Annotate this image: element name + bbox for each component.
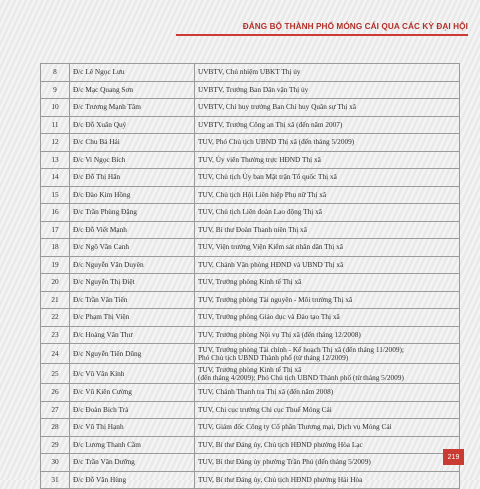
table-row [41, 116, 460, 134]
row-number: 26 [41, 384, 70, 402]
role-line: TUV, Chủ tịch Hội Liên hiệp Phụ nữ Thị xã [198, 189, 327, 199]
table-row [41, 384, 460, 402]
role-line: TUV, Trưởng phòng Tài chính - Kế hoạch Thị xã (đến tháng 11/2009); [198, 344, 404, 354]
table-row [41, 291, 460, 309]
table-row [41, 326, 460, 344]
member-role [195, 204, 460, 222]
role-line: TUV, Bí thư Đảng ủy, Chủ tịch HĐND phường Hòa Lạc [198, 439, 363, 449]
members-table-body [41, 64, 460, 489]
member-name: Đ/c Trần Văn Tiến [70, 291, 195, 309]
table-row [41, 239, 460, 257]
role-line: TUV, Bí thư Đảng ủy phường Trần Phú (đến tháng 5/2009) [198, 457, 371, 467]
member-role [195, 116, 460, 134]
role-line: TUV, Chánh Thanh tra Thị xã (đến năm 2008) [198, 387, 334, 397]
role-line: UVBTV, Chỉ huy trưởng Ban Chỉ huy Quân sự Thị xã [198, 102, 357, 112]
role-line: TUV, Trưởng phòng Kinh tế Thị xã [198, 364, 302, 374]
member-role [195, 384, 460, 402]
row-number: 18 [41, 239, 70, 257]
row-number: 31 [41, 471, 70, 489]
table-row [41, 256, 460, 274]
role-line: TUV, Chi cục trưởng Chi cục Thuế Móng Cái [198, 404, 332, 414]
table-row [41, 151, 460, 169]
member-name: Đ/c Vũ Văn Kính [70, 364, 195, 384]
row-number: 23 [41, 326, 70, 344]
member-role [195, 291, 460, 309]
member-name: Đ/c Đỗ Xuân Quý [70, 116, 195, 134]
role-line: TUV, Viện trưởng Viện Kiểm sát nhân dân Thị xã [198, 242, 344, 252]
member-name: Đ/c Lê Ngọc Lưu [70, 64, 195, 82]
table-row [41, 274, 460, 292]
role-line: UVBTV, Chủ nhiệm UBKT Thị ủy [198, 67, 301, 77]
row-number: 8 [41, 64, 70, 82]
row-number: 12 [41, 134, 70, 152]
row-number: 13 [41, 151, 70, 169]
member-name: Đ/c Nguyễn Tiến Dũng [70, 344, 195, 364]
member-role [195, 186, 460, 204]
member-role [195, 99, 460, 117]
role-line: TUV, Trưởng phòng Tài nguyên - Môi trường Thị xã [198, 294, 353, 304]
header-divider [176, 34, 468, 36]
table-row [41, 204, 460, 222]
member-role [195, 134, 460, 152]
row-number: 25 [41, 364, 70, 384]
table-row [41, 454, 460, 472]
row-number: 15 [41, 186, 70, 204]
row-number: 28 [41, 419, 70, 437]
role-line: TUV, Trưởng phòng Nội vụ Thị xã (đến tháng 12/2008) [198, 329, 361, 339]
member-role [195, 364, 460, 384]
row-number: 9 [41, 81, 70, 99]
role-line: TUV, Trưởng phòng Kinh tế Thị xã [198, 277, 302, 287]
member-name: Đ/c Vũ Kiên Cường [70, 384, 195, 402]
row-number: 17 [41, 221, 70, 239]
table-row [41, 99, 460, 117]
role-line: UVBTV, Trưởng Ban Dân vận Thị ủy [198, 84, 309, 94]
member-name: Đ/c Ngô Văn Canh [70, 239, 195, 257]
member-name: Đ/c Vi Ngọc Bích [70, 151, 195, 169]
member-role [195, 64, 460, 82]
row-number: 16 [41, 204, 70, 222]
table-row [41, 364, 460, 384]
member-name: Đ/c Đoàn Bích Trà [70, 401, 195, 419]
member-role [195, 454, 460, 472]
header-title: ĐẢNG BỘ THÀNH PHỐ MÓNG CÁI QUA CÁC KỲ ĐẠI HỘI [242, 22, 468, 31]
row-number: 19 [41, 256, 70, 274]
row-number: 21 [41, 291, 70, 309]
role-line: TUV, Trưởng phòng Giáo dục và Đào tạo Thị xã [198, 312, 340, 322]
member-name: Đ/c Mạc Quang Sơn [70, 81, 195, 99]
row-number: 29 [41, 436, 70, 454]
row-number: 24 [41, 344, 70, 364]
table-row [41, 134, 460, 152]
table-row [41, 436, 460, 454]
table-row [41, 419, 460, 437]
member-name: Đ/c Phạm Thị Viện [70, 309, 195, 327]
member-role [195, 256, 460, 274]
page-number: 219 [443, 449, 464, 465]
row-number: 10 [41, 99, 70, 117]
member-name: Đ/c Nguyễn Thị Điệt [70, 274, 195, 292]
member-name: Đ/c Hoàng Văn Thư [70, 326, 195, 344]
member-name: Đ/c Trương Mạnh Tâm [70, 99, 195, 117]
member-role [195, 151, 460, 169]
table-row [41, 64, 460, 82]
row-number: 27 [41, 401, 70, 419]
role-line: TUV, Bí thư Đảng ủy, Chủ tịch HĐND phường Hải Hòa [198, 474, 363, 484]
member-name: Đ/c Đỗ Viết Mạnh [70, 221, 195, 239]
role-line: TUV, Giám đốc Công ty Cổ phần Thương mại, Dịch vụ Móng Cái [198, 422, 392, 432]
table-row [41, 221, 460, 239]
role-line: UVBTV, Trưởng Công an Thị xã (đến năm 2007) [198, 119, 343, 129]
member-name: Đ/c Trần Văn Dưỡng [70, 454, 195, 472]
member-role [195, 326, 460, 344]
table-row [41, 344, 460, 364]
role-line: Phó Chủ tịch UBND Thành phố (từ tháng 12/2009) [198, 352, 349, 362]
row-number: 20 [41, 274, 70, 292]
row-number: 30 [41, 454, 70, 472]
role-line: (đến tháng 4/2009); Phó Chủ tịch UBND Thành phố (từ tháng 5/2009) [198, 372, 404, 382]
member-name: Đ/c Vũ Thị Hạnh [70, 419, 195, 437]
member-role [195, 274, 460, 292]
member-role [195, 401, 460, 419]
members-table [40, 63, 460, 489]
row-number: 11 [41, 116, 70, 134]
table-row [41, 169, 460, 187]
table-row [41, 309, 460, 327]
member-role [195, 344, 460, 364]
member-role [195, 239, 460, 257]
role-line: TUV, Chánh Văn phòng HĐND và UBND Thị xã [198, 259, 344, 269]
table-row [41, 186, 460, 204]
row-number: 14 [41, 169, 70, 187]
row-number: 22 [41, 309, 70, 327]
member-name: Đ/c Đỗ Văn Hùng [70, 471, 195, 489]
role-line: TUV, Bí thư Đoàn Thanh niên Thị xã [198, 224, 307, 234]
role-line: TUV, Phó Chủ tịch UBND Thị xã (đến tháng 5/2009) [198, 137, 355, 147]
table-row [41, 401, 460, 419]
role-line: TUV, Chủ tịch Liên đoàn Lao động Thị xã [198, 207, 322, 217]
member-name: Đ/c Đào Kim Hồng [70, 186, 195, 204]
member-role [195, 436, 460, 454]
member-role [195, 419, 460, 437]
member-role [195, 309, 460, 327]
member-name: Đ/c Lương Thanh Cầm [70, 436, 195, 454]
member-name: Đ/c Trần Phùng Đặng [70, 204, 195, 222]
page-header [0, 0, 480, 60]
member-name: Đ/c Nguyễn Văn Duyên [70, 256, 195, 274]
member-role [195, 169, 460, 187]
member-role [195, 81, 460, 99]
table-row [41, 81, 460, 99]
role-line: TUV, Chủ tịch Ủy ban Mặt trận Tổ quốc Thị xã [198, 172, 337, 182]
member-name: Đ/c Chu Bá Hải [70, 134, 195, 152]
role-line: TUV, Ủy viên Thường trực HĐND Thị xã [198, 154, 321, 164]
member-name: Đ/c Đỗ Thị Hân [70, 169, 195, 187]
member-role [195, 221, 460, 239]
